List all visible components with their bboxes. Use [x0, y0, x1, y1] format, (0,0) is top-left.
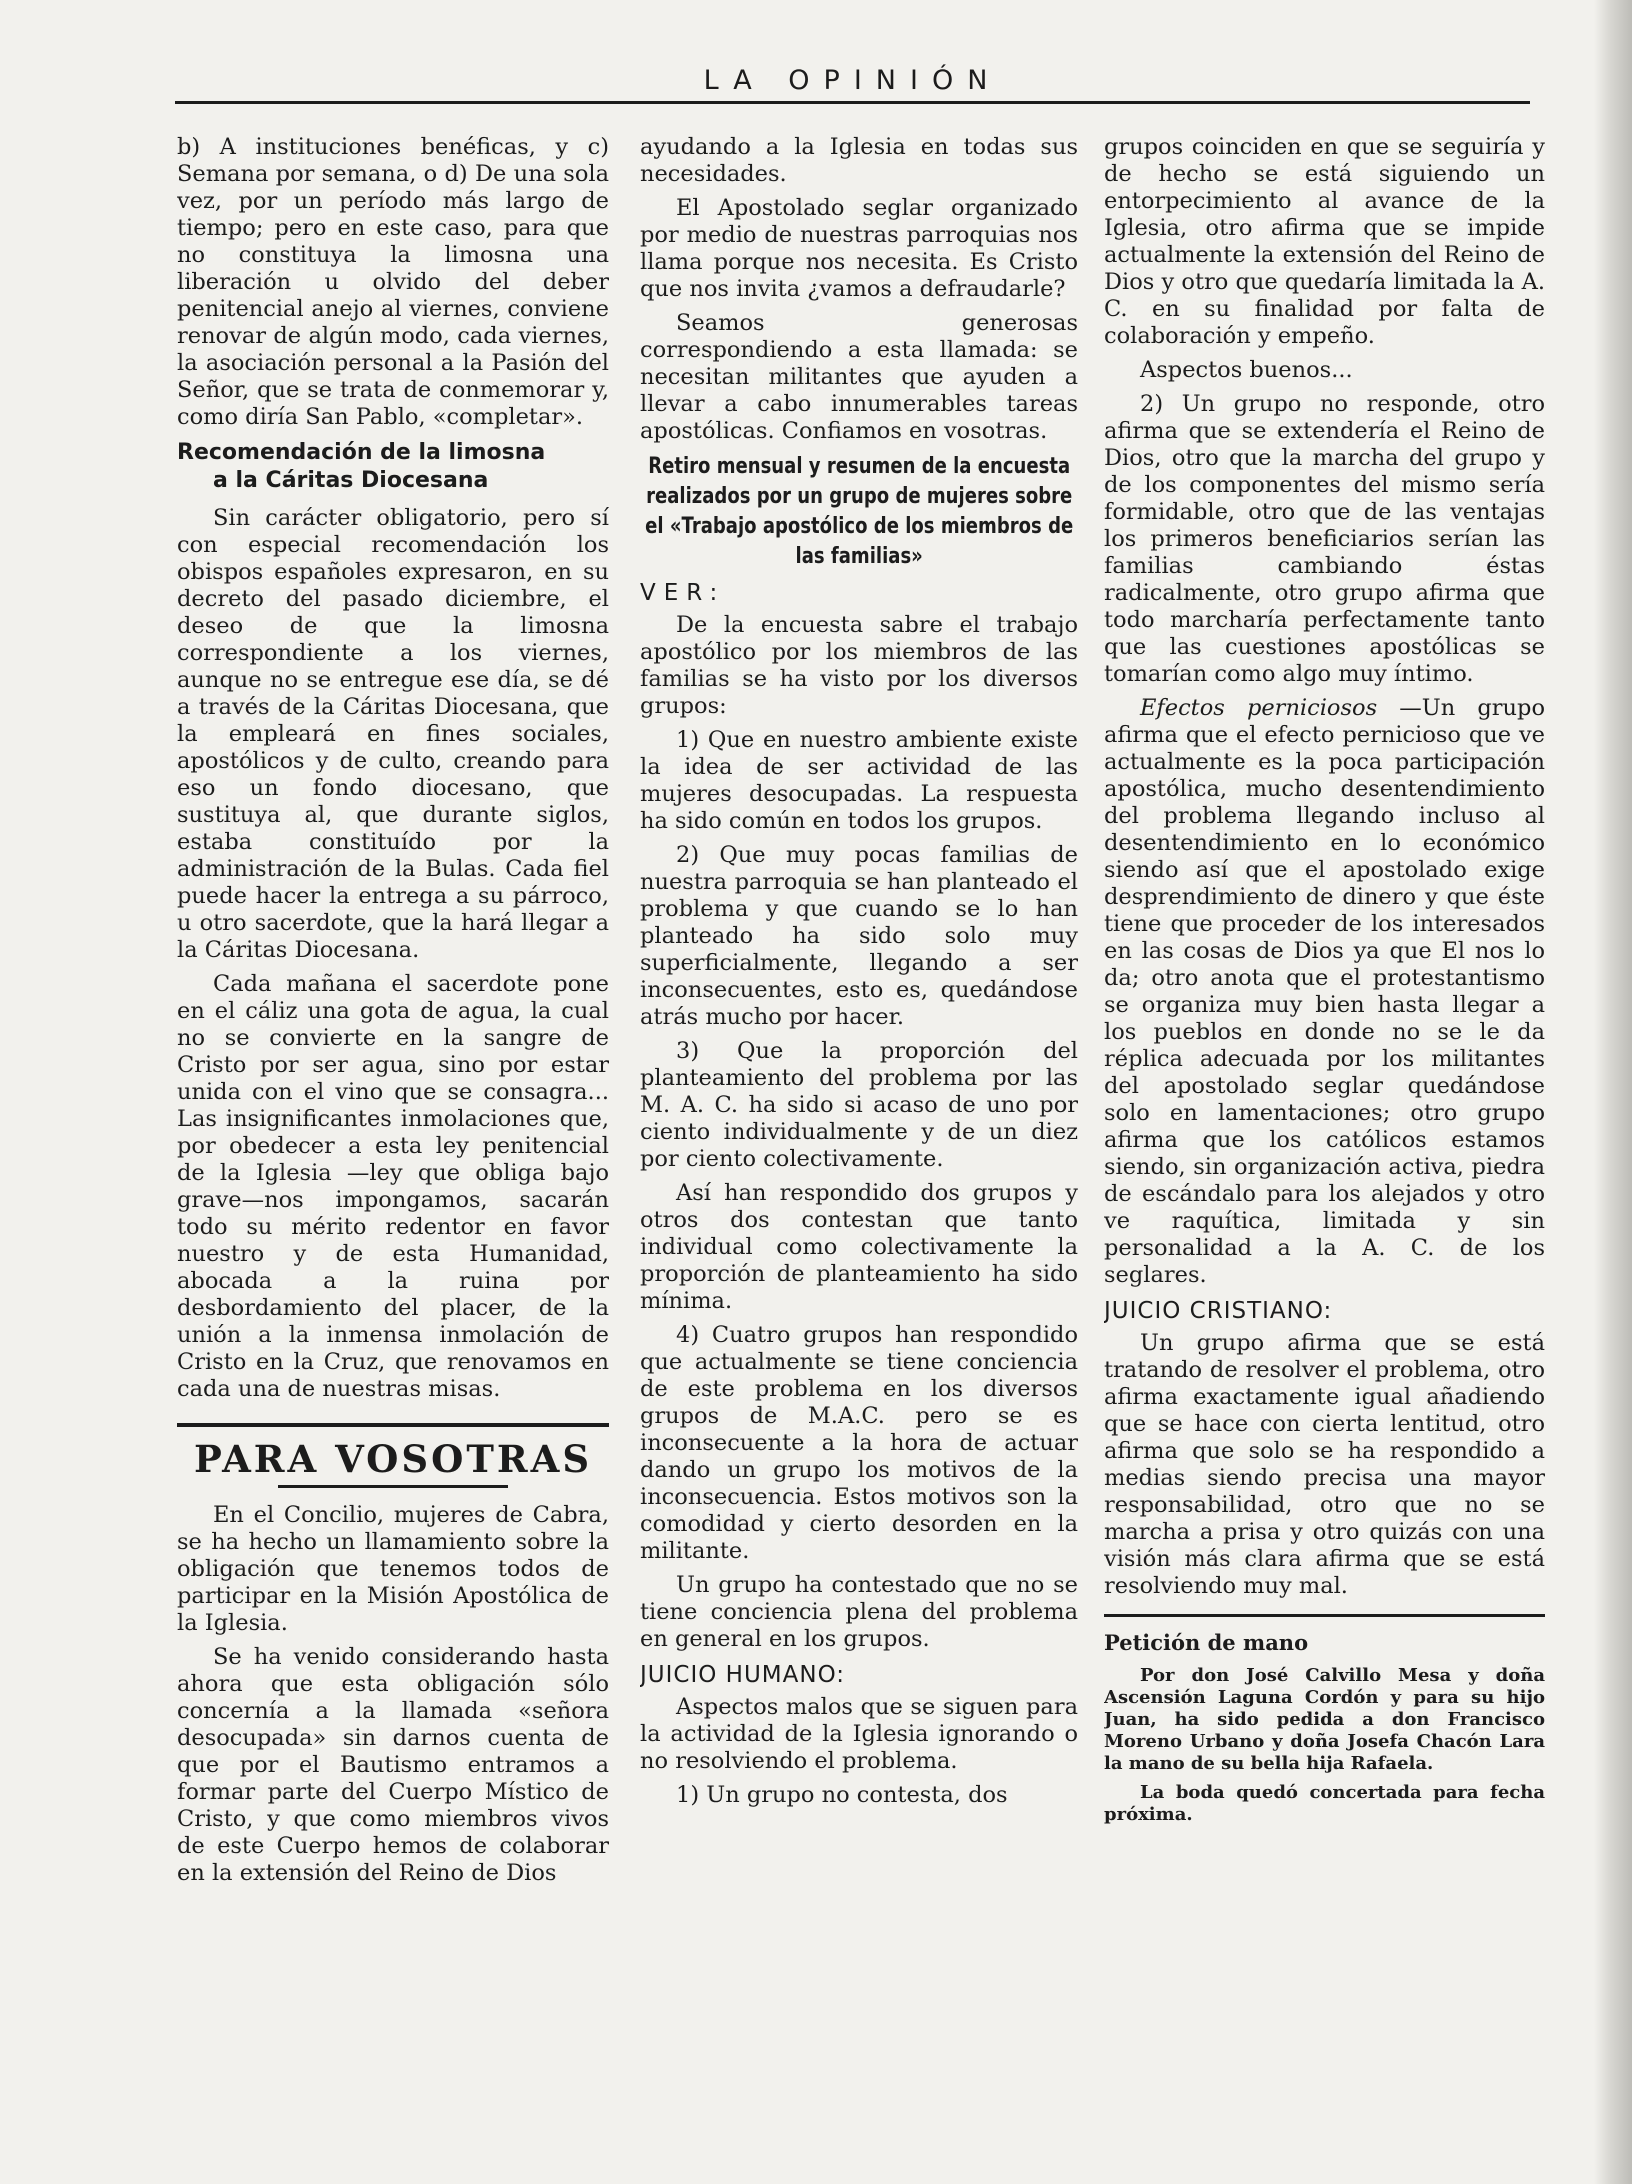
- section-label-juicio-cristiano: JUICIO CRISTIANO:: [1104, 1298, 1333, 1324]
- paragraph: El Apostolado seglar organizado por medio de nuestras parroquias nos llama porque nos necesita. Es Cristo que nos invita ¿vamos a defraudarle?: [640, 195, 1078, 302]
- paragraph: De la encuesta sabre el trabajo apostólico por los miembros de las familias se ha visto por los diversos grupos:: [640, 612, 1078, 719]
- column-3: [1104, 134, 1545, 2134]
- notice-paragraph: La boda quedó concertada para fecha próxima.: [1104, 1782, 1545, 1825]
- notice-title: Petición de mano: [1104, 1630, 1309, 1655]
- subheading-limosna: [177, 439, 609, 495]
- paragraph: Así han respondido dos grupos y otros dos contestan que tanto individual como colectivamente la proporción de planteamiento ha sido mínima.: [640, 1180, 1078, 1314]
- paragraph: b) A instituciones benéficas, y c) Semana por semana, o d) De una sola vez, por un período más largo de tiempo; pero en este caso, para que no constituya la limosna una liberación u olvido del deber penitencial anejo al viernes, conviene renovar de algún modo, cada viernes, la asociación personal a la Pasión del Señor, que se trata de conmemorar y, como diría San Pablo, «completar».: [177, 134, 609, 430]
- page-edge-shadow: [1594, 0, 1632, 2184]
- paragraph: 1) Que en nuestro ambiente existe la idea de ser actividad de las mujeres desocupadas. La respuesta ha sido común en todos los grupos.: [640, 727, 1078, 834]
- section-banner-title: PARA VOSOTRAS: [193, 1437, 593, 1481]
- notice-paragraph: Por don José Calvillo Mesa y doña Ascensión Laguna Cordón y para su hijo Juan, ha sido pedida a don Francisco Moreno Urbano y doña Josefa Chacón Lara la mano de su bella hija Rafaela.: [1104, 1665, 1545, 1774]
- paragraph: 3) Que la proporción del planteamiento del problema por las M. A. C. ha sido si acaso de uno por ciento individualmente y de un diez por ciento colectivamente.: [640, 1038, 1078, 1172]
- paragraph-text: —Un grupo afirma que el efecto pernicioso que ve actualmente es la poca participación apostólica, mucho desentendimiento del problema llegando incluso al desentendimiento en lo económico siendo así que el apostolado exige desprendimiento de dinero y que éste tiene que proceder de los interesados en las cosas de Dios ya que El nos lo da; otro anota que el protestantismo se organiza muy bien hasta llegar a los pueblos en donde no se le da réplica adecuada por los militantes del apostolado seglar quedándose solo en lamentaciones; otro grupo afirma que los católicos estamos siendo, sin organización activa, piedra de escándalo para los alejados y otro ve raquítica, limitada y sin personalidad a la A. C. de los seglares.: [1104, 695, 1545, 1288]
- paragraph: En el Concilio, mujeres de Cabra, se ha hecho un llamamiento sobre la obligación que tenemos todos de participar en la Misión Apostólica de la Iglesia.: [177, 1502, 609, 1636]
- paragraph: Se ha venido considerando hasta ahora que esta obligación sólo concernía a la llamada «señora desocupada» sin darnos cuenta de que por el Bautismo entramos a formar parte del Cuerpo Místico de Cristo, y que como miembros vivos de este Cuerpo hemos de colaborar en la extensión del Reino de Dios: [177, 1644, 609, 1886]
- paragraph: Seamos generosas correspondiendo a esta llamada: se necesitan militantes que ayuden a llevar a cabo innumerables tareas apostólicas. Confiamos en vosotras.: [640, 310, 1078, 444]
- section-label-ver: VER:: [640, 580, 726, 606]
- paragraph: Aspectos buenos...: [1140, 357, 1353, 383]
- paragraph: [1104, 695, 1545, 1289]
- paragraph: 4) Cuatro grupos han respondido que actualmente se tiene conciencia de este problema en los diversos grupos de M.A.C. pero se es inconsecuente a la hora de actuar dando un grupo los motivos de la inconsecuencia. Estos motivos son la comodidad y cierto desorden en la militante.: [640, 1322, 1078, 1564]
- subheading-line: Recomendación de la limosna: [177, 440, 546, 465]
- masthead: LA OPINIÓN: [703, 65, 1002, 96]
- article-title: Retiro mensual y resumen de la encuesta realizados por un grupo de mujeres sobre el «Trabajo apostólico de los miembros de las familias»: [644, 454, 1074, 569]
- paragraph: Un grupo ha contestado que no se tiene conciencia plena del problema en general en los grupos.: [640, 1572, 1078, 1652]
- paragraph: ayudando a la Iglesia en todas sus necesidades.: [640, 134, 1078, 187]
- italic-lead: Efectos perniciosos: [1140, 695, 1378, 721]
- paragraph: 1) Un grupo no contesta, dos: [676, 1782, 1008, 1808]
- banner-underline: [278, 1485, 508, 1488]
- column-2: [640, 134, 1078, 2134]
- paragraph: grupos coinciden en que se seguiría y de hecho se está siguiendo un entorpecimiento al avance de la Iglesia, otro afirma que se impide actualmente la extensión del Reino de Dios y otro que quedaría limitada la A. C. en su finalidad por falta de colaboración y empeño.: [1104, 134, 1545, 349]
- paragraph: Aspectos malos que se siguen para la actividad de la Iglesia ignorando o no resolviendo el problema.: [640, 1694, 1078, 1774]
- notice-divider: [1104, 1614, 1545, 1617]
- paragraph: 2) Un grupo no responde, otro afirma que se extendería el Reino de Dios, otro que la marcha del grupo y de los componentes del mismo sería formidable, otro que de las ventajas los primeros beneficiarios serían las familias cambiando éstas radicalmente, otro grupo afirma que todo marcharía perfectamente tanto que las cuestiones apostólicas se tomarían como algo muy íntimo.: [1104, 391, 1545, 687]
- paragraph: 2) Que muy pocas familias de nuestra parroquia se han planteado el problema y que cuando se lo han planteado ha sido solo muy superficialmente, llegando a ser inconsecuentes, esto es, quedándose atrás mucho por hacer.: [640, 842, 1078, 1030]
- subheading-line: a la Cáritas Diocesana: [213, 468, 489, 493]
- paragraph: Cada mañana el sacerdote pone en el cáliz una gota de agua, la cual no se convierte en la sangre de Cristo por ser agua, sino por estar unida con el vino que se consagra... Las insignificantes inmolaciones que, por obedecer a esta ley penitencial de la Iglesia —ley que obliga bajo grave—nos impongamos, sacarán todo su mérito redentor en favor nuestro y de esta Humanidad, abocada a la ruina por desbordamiento del placer, de la unión a la inmensa inmolación de Cristo en la Cruz, que renovamos en cada una de nuestras misas.: [177, 971, 609, 1402]
- section-label-juicio-humano: JUICIO HUMANO:: [640, 1662, 846, 1688]
- paragraph: Un grupo afirma que se está tratando de resolver el problema, otro afirma exactamente igual añadiendo que se hace con cierta lentitud, otro afirma que solo se ha respondido a medias siendo precisa una mayor responsabilidad, otro que no se marcha a prisa y otro quizás con una visión más clara afirma que se está resolviendo muy mal.: [1104, 1330, 1545, 1599]
- masthead-rule: [175, 101, 1530, 104]
- section-divider: [177, 1423, 609, 1427]
- paragraph: Sin carácter obligatorio, pero sí con especial recomendación los obispos españoles expresaron, en su decreto del pasado diciembre, el deseo de que la limosna correspondiente a los viernes, aunque no se entregue ese día, se dé a través de la Cáritas Diocesana, que la empleará en fines sociales, apostólicos y de culto, creando para eso un fondo diocesano, que sustituya al, que durante siglos, estaba constituído por la administración de la Bulas. Cada fiel puede hacer la entrega a su párroco, u otro sacerdote, que la hará llegar a la Cáritas Diocesana.: [177, 505, 609, 963]
- column-1: [177, 134, 609, 2134]
